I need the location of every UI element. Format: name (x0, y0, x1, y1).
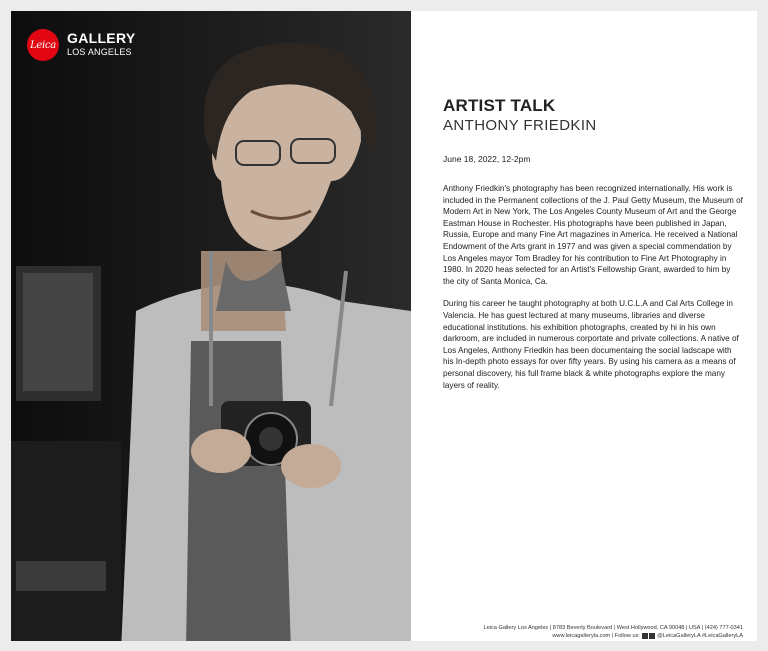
artist-portrait-photo (11, 11, 411, 641)
event-date: June 18, 2022, 12-2pm (443, 154, 531, 164)
flyer (11, 11, 757, 641)
bio-paragraph-1: Anthony Friedkin's photography has been recognized internationally. His work is included in the Permanent collections of the J. Paul Getty Museum, the Museum of Modern Art in New York, The Los Angeles County Museum of Art and the George Eastman House in Rochester. His photographs have been published in Japan, Russia, Europe and many Fine Art magazines in America. He received a National Endowment of the Arts grant in 1977 and was given a special commendation by Los Angeles mayor Tom Bradley for his contribution to Fine Art Photography in 1980. In 2020 heas selected for an Artist's Fellowship Grant, awarded to him by the city of Santa Monica, Ca. (443, 184, 743, 286)
leica-logo (27, 29, 59, 61)
brand-location: LOS ANGELES (67, 47, 132, 57)
footer-website: www.leicagalleryla.com | Follow us: (552, 633, 640, 639)
brand-name: GALLERY (67, 30, 136, 46)
artist-name: ANTHONY FRIEDKIN (443, 117, 597, 134)
logo-text: Leica (30, 39, 56, 51)
portrait-illustration (11, 11, 411, 641)
footer (484, 624, 743, 640)
facebook-icon (649, 633, 655, 639)
footer-links (484, 632, 743, 640)
event-text (443, 95, 743, 391)
event-title: ARTIST TALK (443, 96, 556, 115)
bio-paragraph-2: During his career he taught photography at both U.C.L.A and Cal Arts College in Valencia. He has guest lectured at many museums, libraries and diverse educational institutions. his exhibition photographs, created by hi in his own darkroom, are included in numerous corportate and private collections. A native of Los Angeles, Anthony Friedkin has been documentaing the social ladscape with his In-depth photo essays for over fifty years. By using his camera as a means of personal discovery, his full frame black & white photographs explore the many layers of reality. (443, 299, 739, 390)
footer-address: Leica Gallery Los Angeles | 8783 Beverly Boulevard | West Hollywood, CA 90048 | USA | (424) 777-0341 (483, 625, 743, 631)
footer-social-handle: @LeicaGalleryLA #LeicaGalleryLA (657, 633, 743, 639)
gallery-brand (67, 31, 135, 58)
instagram-icon (642, 633, 648, 639)
